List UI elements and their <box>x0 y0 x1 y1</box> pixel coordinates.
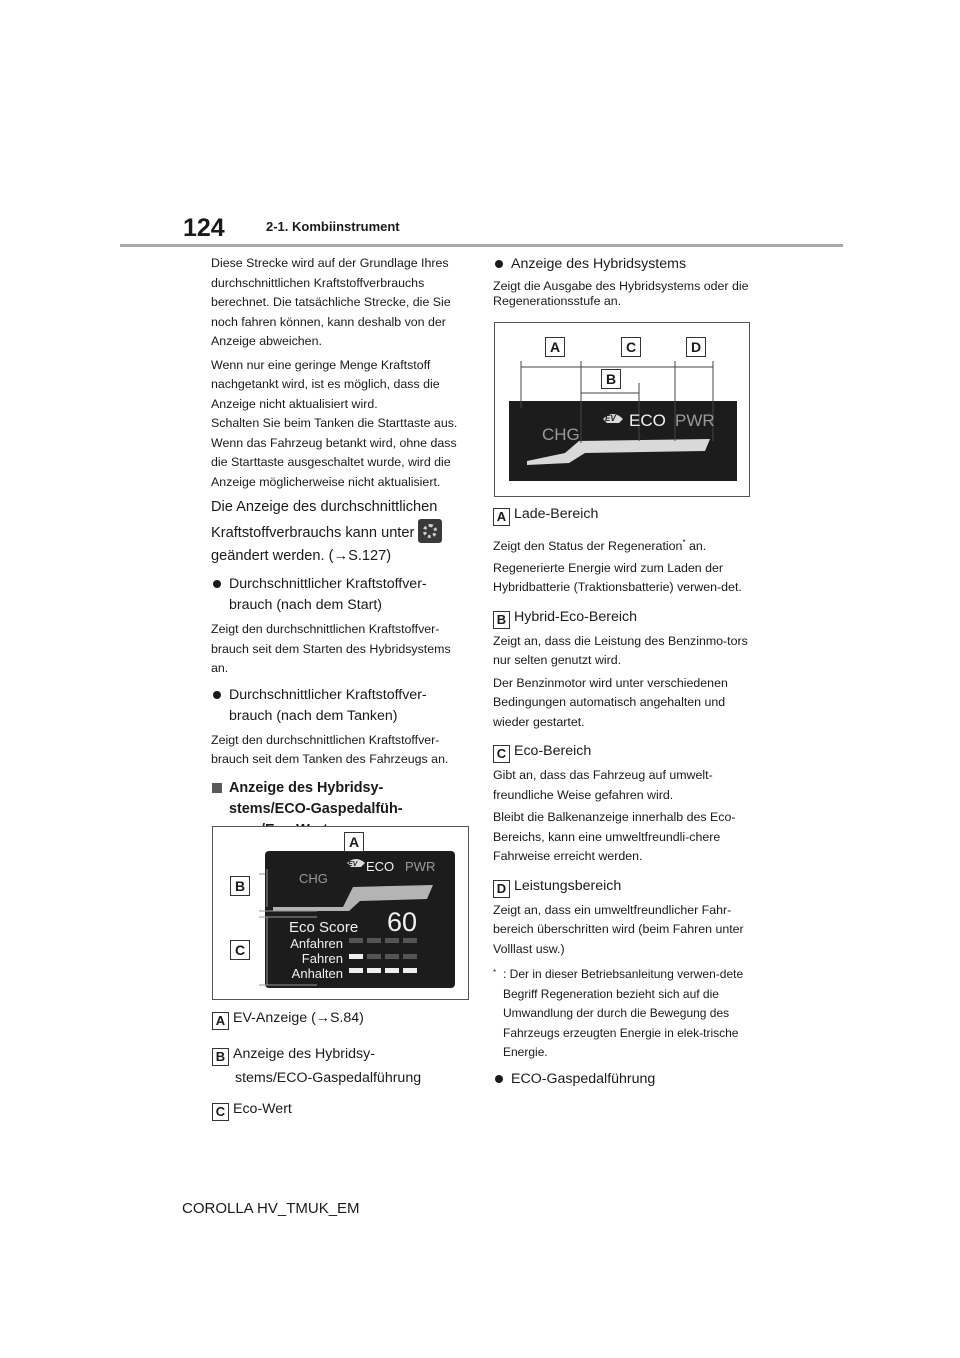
legend-tag-b: B <box>493 611 510 629</box>
callout-b: B <box>601 369 621 389</box>
section-title: 2-1. Kombiinstrument <box>266 219 400 234</box>
legend-tag-c: C <box>493 745 510 763</box>
legend-text-a: EV-Anzeige (→S.84) <box>233 1010 364 1026</box>
eco-score-label: Eco Score <box>289 919 359 936</box>
legend-title-d: Leistungsbereich <box>514 877 622 894</box>
right-column-top <box>493 254 751 309</box>
hybrid-system-figure <box>494 322 750 497</box>
right-column-body <box>493 503 751 1090</box>
paragraph: Schalten Sie beim Tanken die Starttaste aus. Wenn das Fahrzeug betankt wird, ohne dass die Starttaste ausgeschaltet wurde, wird die Anzeige möglicherweise nicht aktualisiert. <box>211 416 458 489</box>
legend-text-b2: stems/ECO-Gaspedalführung <box>235 1070 422 1086</box>
legend-item-c <box>212 1098 472 1121</box>
eco-label: ECO <box>366 859 395 874</box>
eco-label: ECO <box>629 411 666 430</box>
ev-label: EV <box>605 414 616 423</box>
paragraph: Gibt an, dass das Fahrzeug auf umwelt-freundliche Weise gefahren wird. <box>493 768 713 802</box>
footnote <box>493 965 751 1063</box>
legend-title-b: Hybrid-Eco-Bereich <box>514 608 637 625</box>
paragraph: Zeigt an, dass ein umweltfreundlicher Fahr-bereich überschritten wird (beim Fahren unter Volllast usw.) <box>493 902 744 956</box>
row-label-anfahren: Anfahren <box>290 936 343 951</box>
chg-label: CHG <box>542 425 580 444</box>
legend-item-b <box>212 1042 472 1090</box>
paragraph <box>493 533 751 557</box>
callout-b: B <box>230 876 250 896</box>
callout-d: D <box>686 337 706 357</box>
bullet-text: Zeigt die Ausgabe des Hybridsystems oder die Regenerationsstufe an. <box>493 279 749 308</box>
paragraph: Diese Strecke wird auf der Grundlage Ihres durchschnittlichen Kraftstoffverbrauchs berechnet. Die tatsächliche Strecke, die Sie noch fahren können, kann deshalb von der Anzeige abweichen. <box>211 256 451 348</box>
eco-display-figure <box>212 826 469 1000</box>
legend-item-a <box>493 503 751 526</box>
bullet-title: Durchschnittlicher Kraftstoffver-brauch (nach dem Start) <box>211 574 463 616</box>
paragraph-text: geändert werden. (→S.127) <box>211 548 392 564</box>
bullet-title: ECO-Gaspedalführung <box>493 1069 751 1090</box>
paragraph <box>211 496 463 568</box>
left-column <box>211 254 463 841</box>
page-number: 124 <box>183 214 225 242</box>
chg-label: CHG <box>299 871 328 886</box>
legend-tag-a: A <box>493 508 510 526</box>
paragraph: Wenn nur eine geringe Menge Kraftstoff nachgetankt wird, ist es möglich, dass die Anzeige nicht aktualisiert wird. <box>211 357 440 411</box>
legend-item-c <box>493 740 751 763</box>
callout-c: C <box>621 337 641 357</box>
legend-title-c: Eco-Bereich <box>514 743 592 760</box>
header-divider <box>120 244 843 247</box>
gear-icon <box>418 519 442 543</box>
legend-tag-c: C <box>212 1103 229 1121</box>
paragraph: Zeigt an, dass die Leistung des Benzinmo-tors nur selten genutzt wird. <box>493 633 748 668</box>
left-legend <box>212 1007 472 1121</box>
paragraph-text: an. <box>685 539 707 554</box>
legend-text-b1: Anzeige des Hybridsy- <box>233 1046 375 1062</box>
legend-text-c: Eco-Wert <box>233 1101 292 1117</box>
legend-tag-b: B <box>212 1048 229 1066</box>
row-label-anhalten: Anhalten <box>291 966 343 981</box>
pwr-label: PWR <box>405 859 436 874</box>
legend-item-d <box>493 875 751 898</box>
callout-a: A <box>545 337 565 357</box>
footnote-text: : Der in dieser Betriebsanleitung verwen-dete Begriff Regeneration bezieht sich auf die Umwandlung der durch die Bewegung des Fahrzeugs erzeugten Energie in elek-trische Energie. <box>503 967 744 1060</box>
legend-tag-d: D <box>493 880 510 898</box>
legend-item-a <box>212 1007 472 1030</box>
footnote-mark: * <box>682 538 686 547</box>
callout-a: A <box>344 832 364 852</box>
legend-title-a: Lade-Bereich <box>514 506 599 522</box>
paragraph: Der Benzinmotor wird unter verschiedenen Bedingungen automatisch angehalten und wieder gestartet. <box>493 675 728 729</box>
row-label-fahren: Fahren <box>301 951 343 966</box>
paragraph: Regenerierte Energie wird zum Laden der Hybridbatterie (Traktionsbatterie) verwen-det. <box>493 560 742 595</box>
bullet-title: Durchschnittlicher Kraftstoffver-brauch (nach dem Tanken) <box>211 685 463 727</box>
legend-item-b <box>493 606 751 629</box>
paragraph-text: Zeigt den Status der Regeneration <box>493 539 683 554</box>
pwr-label: PWR <box>675 411 715 430</box>
bullet-text: Zeigt den durchschnittlichen Kraftstoffver-brauch seit dem Tanken des Fahrzeugs an. <box>211 732 449 766</box>
bullet-title: Anzeige des Hybridsystems <box>493 254 751 275</box>
paragraph-text: Die Anzeige des durchschnittlichen Kraftstoffverbrauchs kann unter <box>211 499 438 541</box>
bullet-text: Zeigt den durchschnittlichen Kraftstoffver-brauch seit dem Starten des Hybridsystems an. <box>211 622 451 675</box>
legend-tag-a: A <box>212 1012 229 1030</box>
paragraph: Bleibt die Balkenanzeige innerhalb des Eco-Bereichs, kann eine umweltfreundli-chere Fahrweise erreicht werden. <box>493 810 736 864</box>
subsection-title: Anzeige des Hybridsy-stems/ECO-Gaspedalfüh- <box>211 778 463 841</box>
ev-label: EV <box>348 861 358 868</box>
callout-c: C <box>230 940 250 960</box>
eco-score-value: 60 <box>387 907 418 937</box>
footer-model: COROLLA HV_TMUK_EM <box>182 1200 360 1217</box>
footnote-mark: * <box>493 968 497 978</box>
